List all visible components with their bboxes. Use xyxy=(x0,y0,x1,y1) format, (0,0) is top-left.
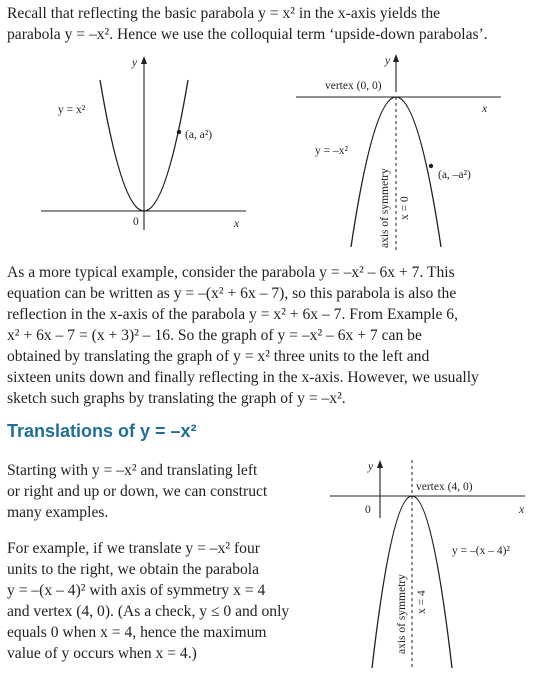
graph-y-equals-neg-x-squared xyxy=(296,52,511,252)
text-line: sketch such graphs by translating the graph of y = –x². xyxy=(7,390,346,407)
text-line: value of y occurs when x = 4.) xyxy=(7,645,197,662)
text-line: parabola y = –x². Hence we use the colloquial term ‘upside-down parabolas’. xyxy=(7,26,488,43)
curve-label: y = x² xyxy=(58,104,86,116)
symmetry-equation-label: x = 4 xyxy=(416,590,428,614)
text-line: y = –(x – 4)² with axis of symmetry x = 4 xyxy=(7,582,266,599)
y-axis-arrow-icon xyxy=(141,56,147,64)
text-line: As a more typical example, consider the parabola y = –x² – 6x + 7. This xyxy=(7,264,455,281)
point-marker xyxy=(429,164,433,168)
text-line: Recall that reflecting the basic parabola y = x² in the x-axis yields the xyxy=(7,5,441,22)
text-line: reflection in the x-axis of the parabola y = x² + 6x – 7. From Example 6, xyxy=(7,306,458,323)
graph-y-equals-x-squared xyxy=(36,52,256,242)
intro-paragraph xyxy=(7,3,542,45)
text-line: obtained by translating the graph of y = x² three units to the left and xyxy=(7,348,430,365)
symmetry-equation-label: x = 0 xyxy=(399,196,411,220)
text-line: equals 0 when x = 4, hence the maximum xyxy=(7,624,267,641)
graph-translated-parabola xyxy=(330,458,535,670)
text-line: Starting with y = –x² and translating left xyxy=(7,462,258,479)
curve-label: y = –x² xyxy=(315,145,348,157)
text-line: x² + 6x – 7 = (x + 3)² – 16. So the graph of y = –x² – 6x + 7 can be xyxy=(7,327,422,344)
text-line: many examples. xyxy=(7,504,109,521)
point-marker xyxy=(177,130,181,134)
vertex-label: vertex (4, 0) xyxy=(416,481,473,493)
vertex-label: vertex (0, 0) xyxy=(325,80,382,92)
translation-example-paragraph xyxy=(7,538,317,664)
point-label: (a, –a²) xyxy=(438,169,471,181)
example-paragraph xyxy=(7,262,542,409)
axis-of-symmetry-label: axis of symmetry xyxy=(396,574,408,654)
section-heading: Translations of y = –x² xyxy=(7,421,197,441)
y-axis-label: y xyxy=(385,55,391,67)
y-axis-arrow-icon xyxy=(377,460,383,468)
translation-intro-paragraph xyxy=(7,460,317,523)
y-axis-arrow-icon xyxy=(393,54,399,62)
y-axis-label: y xyxy=(368,461,374,473)
curve-label: y = –(x – 4)² xyxy=(452,545,510,557)
text-line: units to the right, we obtain the parabola xyxy=(7,561,260,578)
text-line: and vertex (4, 0). (As a check, y ≤ 0 and only xyxy=(7,603,290,620)
point-label: (a, a²) xyxy=(185,129,213,141)
origin-label: 0 xyxy=(365,504,371,516)
x-axis-label: x xyxy=(482,103,488,115)
y-axis-label: y xyxy=(132,57,138,69)
text-line: equation can be written as y = –(x² + 6x – 7), so this parabola is also the xyxy=(7,285,457,302)
x-axis-label: x xyxy=(519,504,525,516)
text-line: For example, if we translate y = –x² four xyxy=(7,540,260,557)
text-line: or right and up or down, we can construct xyxy=(7,483,268,500)
x-axis-label: x xyxy=(234,218,240,230)
text-line: sixteen units down and finally reflecting in the x-axis. However, we usually xyxy=(7,369,479,386)
axis-of-symmetry-label: axis of symmetry xyxy=(379,168,391,248)
origin-label: 0 xyxy=(133,216,139,228)
